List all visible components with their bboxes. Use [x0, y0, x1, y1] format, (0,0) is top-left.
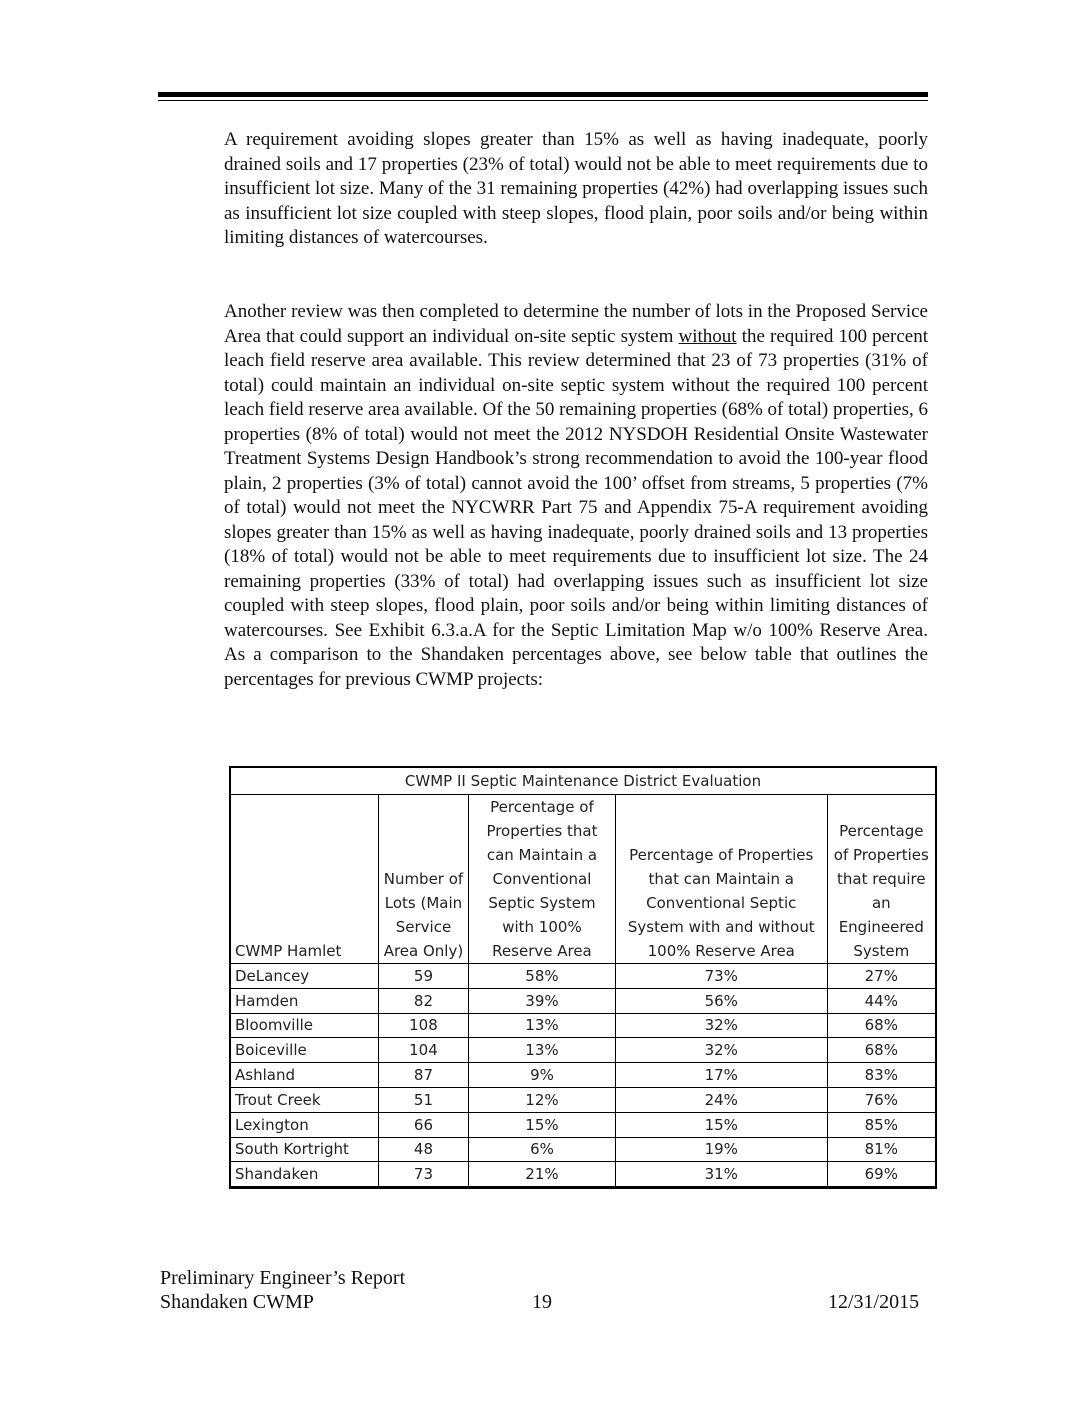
pct-with-without-reserve-cell: 17%	[616, 1063, 828, 1088]
page-number: 19	[532, 1291, 552, 1313]
pct-engineered-cell: 68%	[828, 1038, 935, 1063]
footer-project-name: Shandaken CWMP	[160, 1291, 314, 1313]
lots-cell: 48	[379, 1138, 469, 1163]
paragraph-2-part-2: the required 100 percent leach field reserve area available. This review determined that 23 of 73 properties (31% of total) could maintain an individual on-site septic system without the required 100 percent leach field reserve area available. Of the 50 remaining properties (68% of total) properties, 6 properties (8% of total) would not meet the 2012 NYSDOH Residential Onsite Wastewater Treatment Systems Design Handbook’s strong recommendation to avoid the 100-year flood plain, 2 properties (3% of total) cannot avoid the 100’ offset from streams, 5 properties (7% of total) would not meet the NYCWRR Part 75 and Appendix 75-A requirement avoiding slopes greater than 15% as well as having inadequate, poorly drained soils and 13 properties (18% of total) would not be able to meet requirements due to insufficient lot size. The 24 remaining properties (33% of total) had overlapping issues such as insufficient lot size coupled with steep slopes, flood plain, poor soils and/or being within limiting distances of watercourses. See Exhibit 6.3.a.A for the Septic Limitation Map w/o 100% Reserve Area. As a comparison to the Shandaken percentages above, see below table that outlines the percentages for previous CWMP projects:	[224, 325, 928, 690]
header-pct-engineered: Percentage of Properties that require an Engineered System	[828, 795, 935, 964]
header-rule-thick	[158, 92, 928, 97]
table-body	[231, 964, 935, 1187]
header-number-of-lots: Number of Lots (Main Service Area Only)	[379, 795, 469, 964]
pct-with-reserve-cell: 15%	[469, 1113, 616, 1138]
lots-cell: 87	[379, 1063, 469, 1088]
footer-report-title: Preliminary Engineer’s Report	[160, 1267, 406, 1289]
table-title-row	[231, 768, 935, 795]
pct-with-reserve-cell: 13%	[469, 1014, 616, 1039]
hamlet-cell: Boiceville	[231, 1038, 379, 1063]
table-row	[231, 989, 935, 1014]
table-row	[231, 1088, 935, 1113]
pct-with-without-reserve-cell: 32%	[616, 1014, 828, 1039]
pct-with-reserve-cell: 13%	[469, 1038, 616, 1063]
table-row	[231, 1113, 935, 1138]
table-row	[231, 1162, 935, 1187]
pct-engineered-cell: 69%	[828, 1162, 935, 1187]
pct-with-without-reserve-cell: 73%	[616, 964, 828, 989]
pct-engineered-cell: 81%	[828, 1138, 935, 1163]
pct-engineered-cell: 85%	[828, 1113, 935, 1138]
pct-with-without-reserve-cell: 56%	[616, 989, 828, 1014]
pct-with-without-reserve-cell: 15%	[616, 1113, 828, 1138]
lots-cell: 51	[379, 1088, 469, 1113]
hamlet-cell: DeLancey	[231, 964, 379, 989]
paragraph-1: A requirement avoiding slopes greater than 15% as well as having inadequate, poorly drained soils and 17 properties (23% of total) would not be able to meet requirements due to insufficient lot size. Many of the 31 remaining properties (42%) had overlapping issues such as insufficient lot size coupled with steep slopes, flood plain, poor soils and/or being within limiting distances of watercourses.	[224, 129, 928, 248]
pct-with-without-reserve-cell: 24%	[616, 1088, 828, 1113]
hamlet-cell: Lexington	[231, 1113, 379, 1138]
hamlet-cell: Hamden	[231, 989, 379, 1014]
pct-engineered-cell: 44%	[828, 989, 935, 1014]
hamlet-cell: Bloomville	[231, 1014, 379, 1039]
pct-engineered-cell: 83%	[828, 1063, 935, 1088]
header-pct-with-reserve: Percentage of Properties that can Maintain a Conventional Septic System with 100% Reserve Area	[469, 795, 616, 964]
pct-engineered-cell: 27%	[828, 964, 935, 989]
table-row	[231, 964, 935, 989]
pct-with-reserve-cell: 6%	[469, 1138, 616, 1163]
pct-with-reserve-cell: 12%	[469, 1088, 616, 1113]
lots-cell: 73	[379, 1162, 469, 1187]
lots-cell: 59	[379, 964, 469, 989]
pct-with-without-reserve-cell: 31%	[616, 1162, 828, 1187]
pct-engineered-cell: 68%	[828, 1014, 935, 1039]
table-title: CWMP II Septic Maintenance District Evaluation	[231, 768, 935, 795]
paragraph-2	[224, 300, 928, 692]
hamlet-cell: Trout Creek	[231, 1088, 379, 1113]
hamlet-cell: Ashland	[231, 1063, 379, 1088]
pct-with-without-reserve-cell: 19%	[616, 1138, 828, 1163]
table-row	[231, 1063, 935, 1088]
septic-evaluation-table	[229, 766, 937, 1189]
pct-with-reserve-cell: 21%	[469, 1162, 616, 1187]
pct-with-reserve-cell: 9%	[469, 1063, 616, 1088]
footer-date: 12/31/2015	[828, 1291, 920, 1313]
lots-cell: 82	[379, 989, 469, 1014]
hamlet-cell: South Kortright	[231, 1138, 379, 1163]
hamlet-cell: Shandaken	[231, 1162, 379, 1187]
pct-with-without-reserve-cell: 32%	[616, 1038, 828, 1063]
table-header-row	[231, 795, 935, 964]
pct-with-reserve-cell: 39%	[469, 989, 616, 1014]
header-hamlet: CWMP Hamlet	[231, 795, 379, 964]
underlined-word: without	[678, 325, 737, 347]
lots-cell: 108	[379, 1014, 469, 1039]
header-pct-with-without-reserve: Percentage of Properties that can Maintain a Conventional Septic System with and without 100% Reserve Area	[616, 795, 828, 964]
table-row	[231, 1038, 935, 1063]
lots-cell: 66	[379, 1113, 469, 1138]
table-row	[231, 1014, 935, 1039]
table-row	[231, 1138, 935, 1163]
paragraph-2-part-1: Another review was then completed to determine the number of lots in the Proposed Service Area that could support an individual on-site septic system	[224, 301, 928, 347]
pct-with-reserve-cell: 58%	[469, 964, 616, 989]
pct-engineered-cell: 76%	[828, 1088, 935, 1113]
lots-cell: 104	[379, 1038, 469, 1063]
header-rule-thin	[158, 100, 928, 101]
